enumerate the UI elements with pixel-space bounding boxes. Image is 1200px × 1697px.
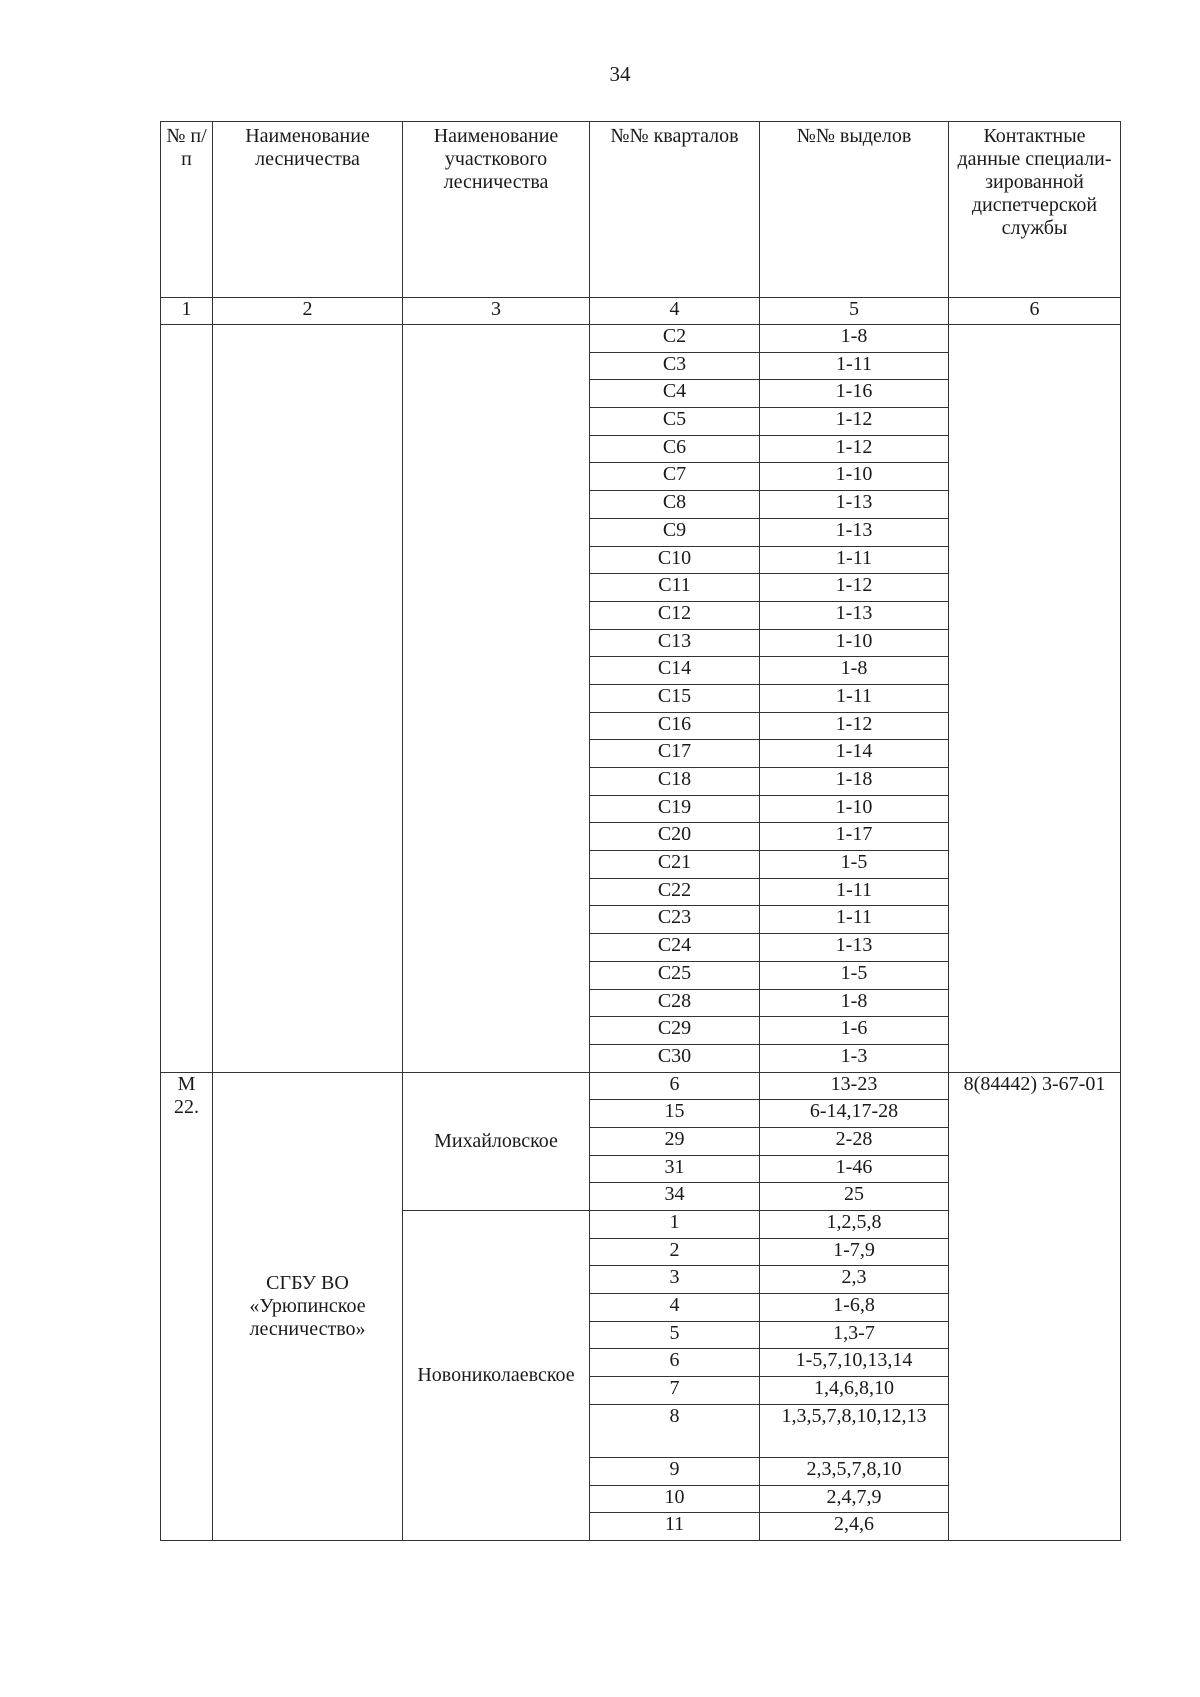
quarter-cell: 5	[590, 1321, 760, 1349]
quarter-cell: 3	[590, 1266, 760, 1294]
allotment-cell: 1-12	[760, 408, 949, 436]
header-sub-forestry: Наименование участкового лесничества	[403, 122, 590, 298]
quarter-cell: 8	[590, 1404, 760, 1457]
quarter-cell: С25	[590, 961, 760, 989]
allotment-cell: 1-46	[760, 1155, 949, 1183]
number-cell-empty	[161, 325, 213, 1073]
allotment-cell: 25	[760, 1183, 949, 1211]
quarter-cell: С29	[590, 1017, 760, 1045]
entry-number: М 22.	[161, 1072, 213, 1540]
allotment-cell: 1-13	[760, 601, 949, 629]
allotment-cell: 2,3,5,7,8,10	[760, 1457, 949, 1485]
table-row	[161, 1072, 1121, 1100]
allotment-cell: 1-18	[760, 768, 949, 796]
forestry-name: СГБУ ВО «Урюпинское лесничество»	[213, 1072, 403, 1540]
allotment-cell: 1-14	[760, 740, 949, 768]
quarter-cell: С7	[590, 463, 760, 491]
allotment-cell: 1-11	[760, 906, 949, 934]
allotment-cell: 1,3-7	[760, 1321, 949, 1349]
quarter-cell: С15	[590, 684, 760, 712]
header-allotments: №№ выделов	[760, 122, 949, 298]
contact-cell: 8(84442) 3-67-01	[949, 1072, 1121, 1540]
quarter-cell: С14	[590, 657, 760, 685]
quarter-cell: С10	[590, 546, 760, 574]
quarter-cell: С20	[590, 823, 760, 851]
allotment-cell: 1-3	[760, 1044, 949, 1072]
quarter-cell: С2	[590, 325, 760, 353]
column-number: 1	[161, 298, 213, 325]
allotment-cell: 1-6,8	[760, 1294, 949, 1322]
allotment-cell: 1-5,7,10,13,14	[760, 1349, 949, 1377]
allotment-cell: 1-10	[760, 795, 949, 823]
quarter-cell: 9	[590, 1457, 760, 1485]
quarter-cell: С11	[590, 574, 760, 602]
allotment-cell: 2,4,7,9	[760, 1485, 949, 1513]
quarter-cell: 29	[590, 1127, 760, 1155]
quarter-cell: С24	[590, 934, 760, 962]
allotment-cell: 1,2,5,8	[760, 1211, 949, 1239]
quarter-cell: С22	[590, 878, 760, 906]
quarter-cell: С23	[590, 906, 760, 934]
allotment-cell: 1-12	[760, 435, 949, 463]
quarter-cell: С21	[590, 851, 760, 879]
header-quarters: №№ кварталов	[590, 122, 760, 298]
quarter-cell: С9	[590, 518, 760, 546]
allotment-cell: 1-17	[760, 823, 949, 851]
allotment-cell: 1-11	[760, 684, 949, 712]
quarter-cell: С4	[590, 380, 760, 408]
quarter-cell: 15	[590, 1100, 760, 1128]
quarter-cell: 1	[590, 1211, 760, 1239]
sub-forestry-name: Михайловское	[403, 1072, 590, 1210]
quarter-cell: С3	[590, 352, 760, 380]
allotment-cell: 1-13	[760, 518, 949, 546]
column-number: 3	[403, 298, 590, 325]
quarter-cell: 34	[590, 1183, 760, 1211]
sub-forestry-cell-empty	[403, 325, 590, 1073]
allotment-cell: 1-13	[760, 934, 949, 962]
allotment-cell: 1-7,9	[760, 1238, 949, 1266]
allotment-cell: 1-10	[760, 463, 949, 491]
page-number: 34	[609, 62, 631, 86]
quarter-cell: С5	[590, 408, 760, 436]
allotment-cell: 2,4,6	[760, 1513, 949, 1541]
quarter-cell: С18	[590, 768, 760, 796]
allotment-cell: 1-5	[760, 961, 949, 989]
header-contacts: Контактные данные специали-зированной диспетчерской службы	[949, 122, 1121, 298]
allotment-cell: 1-11	[760, 352, 949, 380]
quarter-cell: С16	[590, 712, 760, 740]
contact-cell-empty	[949, 325, 1121, 1073]
allotment-cell: 2,3	[760, 1266, 949, 1294]
quarter-cell: 2	[590, 1238, 760, 1266]
quarter-cell: 10	[590, 1485, 760, 1513]
allotment-cell: 1,4,6,8,10	[760, 1377, 949, 1405]
column-number: 5	[760, 298, 949, 325]
quarter-cell: С13	[590, 629, 760, 657]
quarter-cell: С12	[590, 601, 760, 629]
forestry-table	[160, 121, 1121, 1541]
allotment-cell: 1-10	[760, 629, 949, 657]
quarter-cell: 4	[590, 1294, 760, 1322]
quarter-cell: 6	[590, 1349, 760, 1377]
quarter-cell: 7	[590, 1377, 760, 1405]
table-row	[161, 325, 1121, 353]
allotment-cell: 1-12	[760, 712, 949, 740]
allotment-cell: 1-8	[760, 657, 949, 685]
allotment-cell: 6-14,17-28	[760, 1100, 949, 1128]
allotment-cell: 1-6	[760, 1017, 949, 1045]
quarter-cell: С30	[590, 1044, 760, 1072]
allotment-cell: 1-11	[760, 546, 949, 574]
quarter-cell: С19	[590, 795, 760, 823]
column-number-row	[161, 298, 1121, 325]
column-number: 2	[213, 298, 403, 325]
quarter-cell: С6	[590, 435, 760, 463]
quarter-cell: 31	[590, 1155, 760, 1183]
allotment-cell: 1-5	[760, 851, 949, 879]
column-number: 4	[590, 298, 760, 325]
quarter-cell: С28	[590, 989, 760, 1017]
quarter-cell: 11	[590, 1513, 760, 1541]
quarter-cell: 6	[590, 1072, 760, 1100]
forestry-cell-empty	[213, 325, 403, 1073]
sub-forestry-name: Новониколаевское	[403, 1211, 590, 1541]
allotment-cell: 1-16	[760, 380, 949, 408]
allotment-cell: 13-23	[760, 1072, 949, 1100]
allotment-cell: 1,3,5,7,8,10,12,13	[760, 1404, 949, 1457]
column-number: 6	[949, 298, 1121, 325]
header-number: № п/п	[161, 122, 213, 298]
allotment-cell: 1-11	[760, 878, 949, 906]
header-forestry: Наименование лесничества	[213, 122, 403, 298]
quarter-cell: С17	[590, 740, 760, 768]
allotment-cell: 2-28	[760, 1127, 949, 1155]
quarter-cell: С8	[590, 491, 760, 519]
allotment-cell: 1-8	[760, 989, 949, 1017]
allotment-cell: 1-12	[760, 574, 949, 602]
allotment-cell: 1-13	[760, 491, 949, 519]
allotment-cell: 1-8	[760, 325, 949, 353]
header-row	[161, 122, 1121, 298]
